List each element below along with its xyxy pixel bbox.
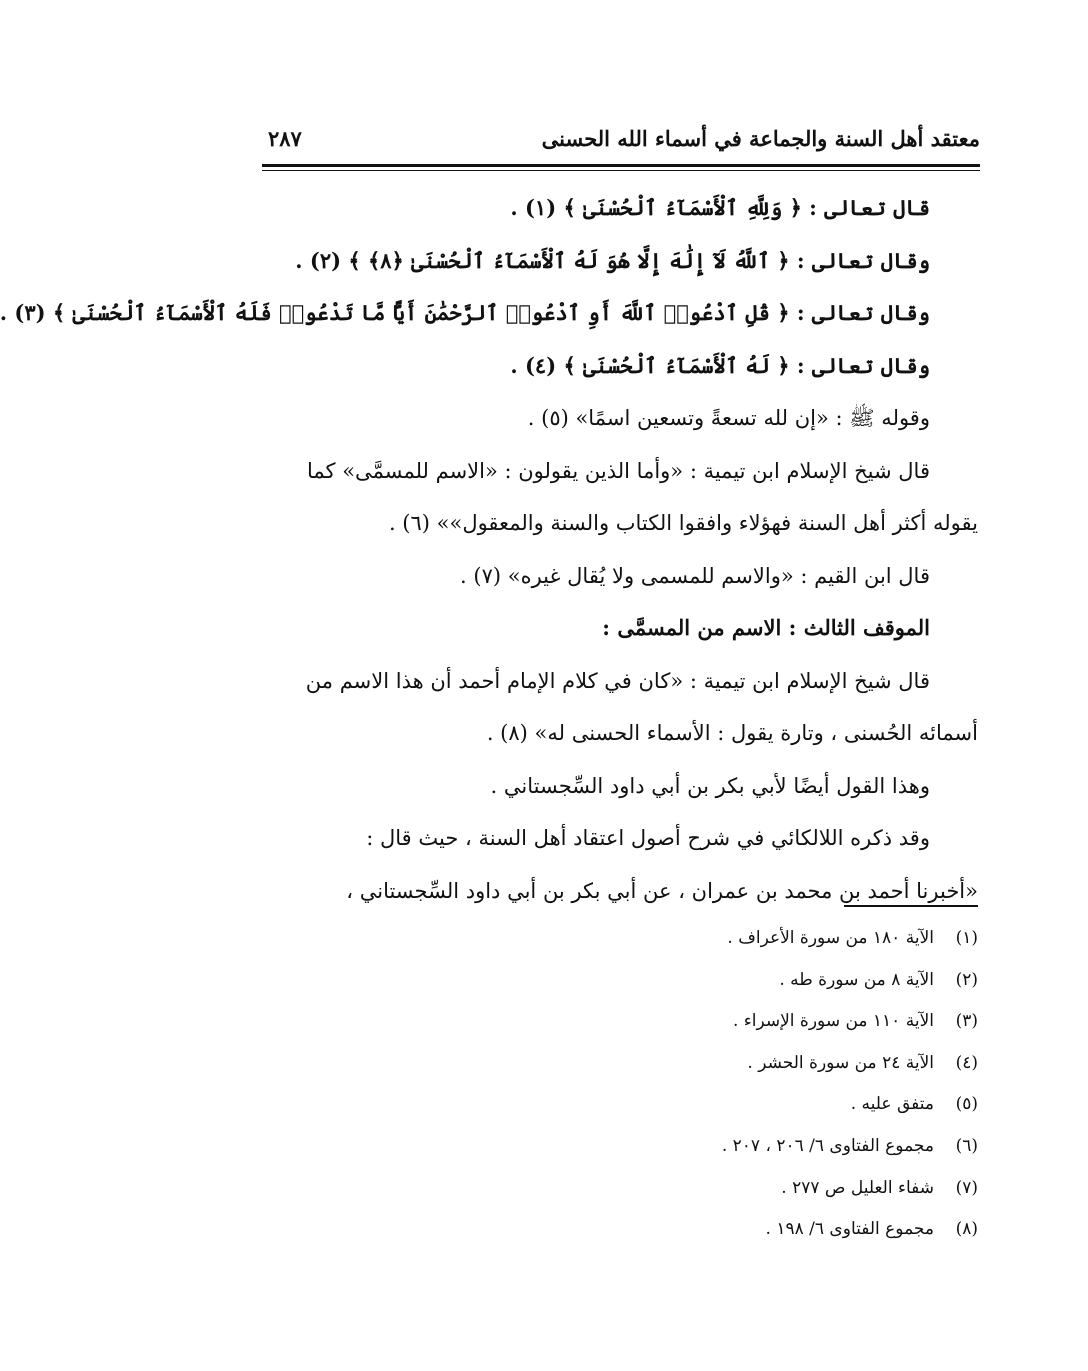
footnote-number: (١) bbox=[955, 928, 978, 948]
text-line-7: يقوله أكثر أهل السنة فهؤلاء وافقوا الكتاب والسنة والمعقول»» (٦) . bbox=[388, 511, 978, 535]
footnote-text: الآية ١٨٠ من سورة الأعراف . bbox=[727, 928, 934, 948]
text-line-2: وقال تعالى : ﴿ ٱللَّهُ لَآ إِلَٰهَ إِلَّا هُوَ لَهُ ٱلْأَسْمَآءُ ٱلْحُسْنَىٰ ﴿٨﴾ ﴾ (٢) . bbox=[295, 247, 930, 273]
footnote-text: الآية ٨ من سورة طه . bbox=[779, 969, 934, 990]
footnote-text: شفاء العليل ص ٢٧٧ . bbox=[781, 1177, 934, 1198]
footnote-text: مجموع الفتاوى ٦/ ٢٠٦ ، ٢٠٧ . bbox=[721, 1135, 934, 1156]
text-line-11: أسمائه الحُسنى ، وتارة يقول : الأسماء الحسنى له» (٨) . bbox=[486, 721, 978, 745]
text-line-1: قال تعالى : ﴿ وَلِلَّهِ ٱلْأَسْمَآءُ ٱلْحُسْنَىٰ ﴾ (١) . bbox=[510, 195, 930, 220]
footnote-number: (٥) bbox=[955, 1094, 978, 1115]
footnote-separator bbox=[844, 905, 978, 907]
text-line-6: قال شيخ الإسلام ابن تيمية : «وأما الذين يقولون : «الاسم للمسمَّى» كما bbox=[307, 458, 930, 483]
text-line-10: قال شيخ الإسلام ابن تيمية : «كان في كلام الإمام أحمد أن هذا الاسم من bbox=[305, 668, 930, 693]
text-line-3: وقال تعالى : ﴿ قُلِ ٱدْعُوا۟ ٱللَّهَ أَوِ ٱدْعُوا۟ ٱلرَّحْمَٰنَ أَيًّا مَّا تَدْعُوا۟ فَلَهُ ٱلْأَسْمَآءُ ٱلْحُسْنَىٰ ﴾ (٣) . bbox=[0, 300, 930, 325]
footnote-5 bbox=[444, 1084, 978, 1126]
footnote-number: (٢) bbox=[955, 969, 978, 990]
footnote-number: (٨) bbox=[955, 1219, 978, 1240]
footnote-4 bbox=[444, 1043, 978, 1085]
text-line-12: وهذا القول أيضًا لأبي بكر بن أبي داود السِّجستاني . bbox=[490, 773, 930, 798]
text-line-8: قال ابن القيم : «والاسم للمسمى ولا يُقال غيره» (٧) . bbox=[460, 563, 930, 588]
main-text bbox=[0, 182, 978, 917]
header-title: معتقد أهل السنة والجماعة في أسماء الله الحسنى bbox=[541, 126, 980, 151]
footnote-8 bbox=[444, 1209, 978, 1251]
footnote-text: الآية ٢٤ من سورة الحشر . bbox=[747, 1052, 934, 1073]
text-line-14: «أخبرنا أحمد بن محمد بن عمران ، عن أبي بكر بن أبي داود السِّجستاني ، bbox=[346, 878, 978, 903]
footnote-3 bbox=[444, 1001, 978, 1043]
header-rule-thick bbox=[262, 164, 980, 167]
text-line-4: وقال تعالى : ﴿ لَهُ ٱلْأَسْمَآءُ ٱلْحُسْنَىٰ ﴾ (٤) . bbox=[510, 352, 930, 378]
text-line-13: وقد ذكره اللالكائي في شرح أصول اعتقاد أهل السنة ، حيث قال : bbox=[366, 826, 930, 850]
footnote-text: مجموع الفتاوى ٦/ ١٩٨ . bbox=[765, 1219, 934, 1240]
footnote-number: (٣) bbox=[955, 1011, 978, 1032]
footnote-1 bbox=[444, 918, 978, 960]
footnotes bbox=[444, 918, 978, 1251]
footnote-6 bbox=[444, 1126, 978, 1168]
running-header bbox=[262, 122, 980, 158]
footnote-number: (٧) bbox=[955, 1177, 978, 1198]
footnote-text: متفق عليه . bbox=[850, 1094, 934, 1115]
footnote-2 bbox=[444, 960, 978, 1002]
text-line-5: وقوله ﷺ : «إن لله تسعةً وتسعين اسمًا» (٥) . bbox=[527, 406, 930, 430]
header-rule-thin bbox=[262, 170, 980, 171]
footnote-text: الآية ١١٠ من سورة الإسراء . bbox=[732, 1011, 934, 1032]
footnote-number: (٤) bbox=[955, 1052, 978, 1073]
footnote-7 bbox=[444, 1168, 978, 1210]
footnote-number: (٦) bbox=[955, 1135, 978, 1156]
section-heading: الموقف الثالث : الاسم من المسمَّى : bbox=[602, 615, 930, 640]
page-number: ٢٨٧ bbox=[268, 126, 302, 151]
